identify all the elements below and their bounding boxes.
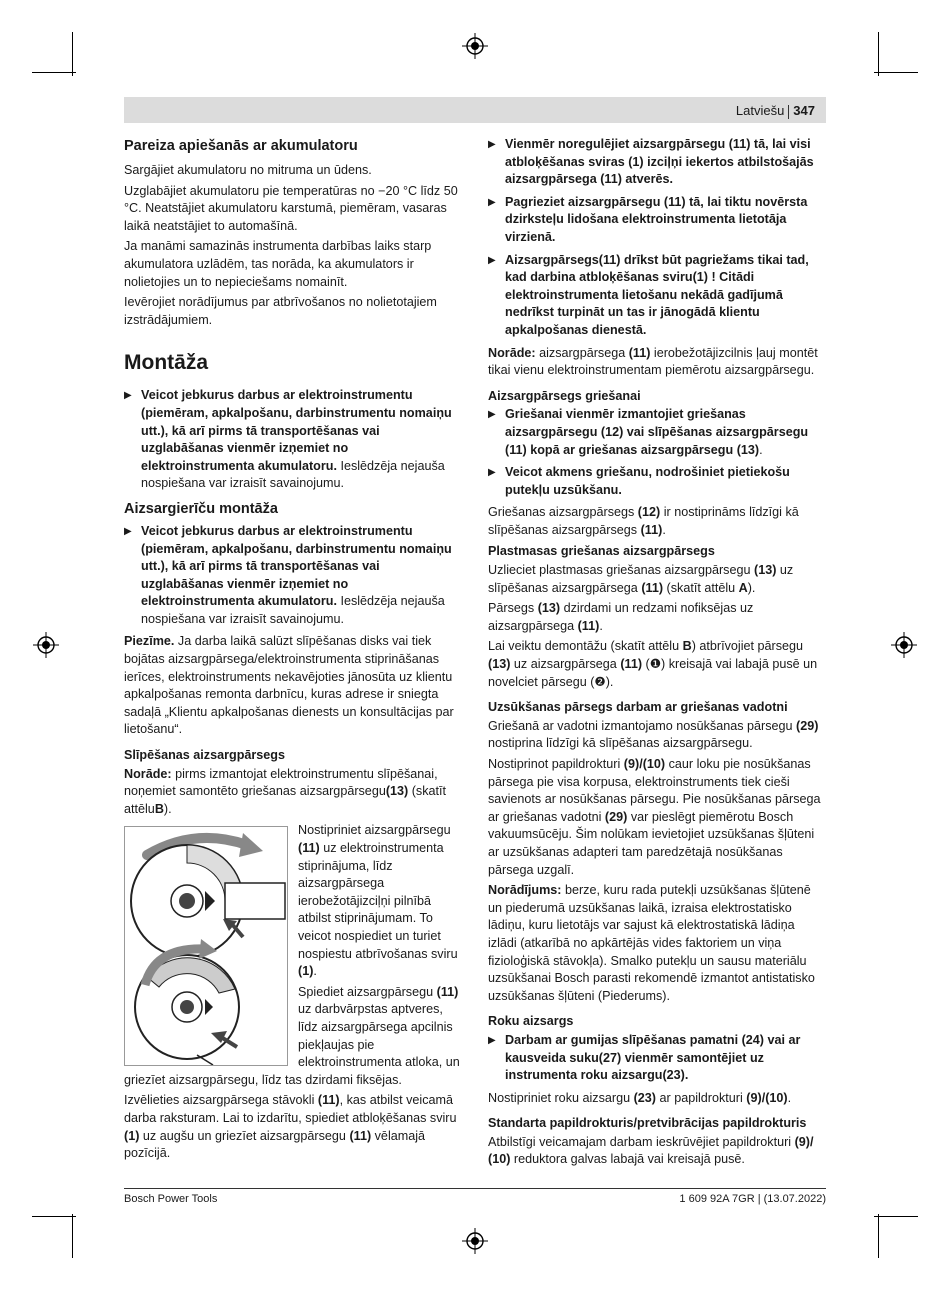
- bullet-bold-text: Vienmēr noregulējiet aizsargpārsegu (11) tā, lai visi atbloķēšanas sviras (1) izciļņi iekertos atbilstošajās aizsargpārsega (11) atverēs.: [505, 137, 814, 187]
- paragraph: Ievērojiet norādījumus par atbrīvošanos no nolietotajiem izstrādājumiem.: [124, 295, 437, 327]
- note-paragraph: [488, 882, 826, 1005]
- text: Nostipriniet aizsargpārsegu: [298, 823, 451, 838]
- bullet-arrow-icon: ▶: [488, 409, 496, 421]
- bullet-arrow-icon: ▶: [124, 525, 132, 537]
- note-paragraph: [488, 345, 826, 380]
- ref-number: (11): [577, 618, 600, 633]
- ref-number: (11): [317, 1093, 340, 1108]
- figure-block: [124, 822, 464, 1092]
- subsection-title: Uzsūkšanas pārsegs darbam ar griešanas vadotni: [488, 700, 788, 715]
- text: uz slīpēšanas aizsargpārsega: [488, 563, 794, 595]
- section-title: Aizsargierīču montāža: [124, 500, 278, 517]
- text: (skatīt attēlu: [663, 580, 739, 595]
- text: Nostiprinot papildrokturi: [488, 757, 624, 771]
- text: .: [759, 442, 763, 457]
- registration-mark-icon: [891, 632, 917, 658]
- text: uz darbvārpstas aptveres, līdz aizsargpārsega apcilnis piekļaujas pie elektroinstrumenta atloka, un griezīet aizsargpārsegu, līdz tas dzirdami fiksējas.: [124, 1002, 460, 1087]
- note-label: Norādījums:: [488, 883, 562, 898]
- text: Griešanas aizsargpārsegs: [488, 505, 638, 520]
- ref-number: (9)/(10): [746, 1090, 788, 1105]
- bullet-bold-text: Veicot jebkurus darbus ar elektroinstrumentu (piemēram, apkalpošanu, darbinstrumentu nomaiņu utt.), kā arī pirms tā transportēšanas vai uzglabāšanas vienmēr izņemiet no elektroinstrumenta akumulatoru.: [141, 523, 452, 609]
- bullet-bold-text: Aizsargpārsegs(11) drīkst būt pagriežams tikai tad, kad darbina atbloķēšanas sviru(1) ! Citādi elektroinstrumenta lietošanu nekādā gadījumā nedrīkst turpināt un tas ir jānogādā klientu apkalpošanas dienestā.: [505, 252, 809, 337]
- ref-number: A: [738, 580, 748, 595]
- text: ) kreisajā vai labajā pusē un novelciet pārsegu (: [488, 657, 818, 689]
- text: , kas atbilst veicamā darba raksturam. Lai to izdarītu, spiediet atbloķēšanas sviru: [124, 1093, 457, 1125]
- bullet-arrow-icon: ▶: [488, 254, 496, 266]
- text: berze, kuru rada putekļi uzsūkšanas šļūtenē un piederumā uzsūkšanas laikā, izraisa elektrostatisko lādiņu, kuru lietotājs var sajust kā elektrostatiskā lādiņa izlādi (atkarībā no apkārtējās vides faktoriem un viņa fizioloģiskā stāvokļa). Smalko putekļu un sausu materiālu uzsūkšanai Bosch parasti rekomendē izmantot antistatisko uzsūkšanas šļūteni (Piederums).: [488, 883, 815, 1003]
- bullet-item: [488, 136, 826, 189]
- bullet-item: [488, 1032, 826, 1085]
- paragraph: [488, 638, 826, 691]
- header-language: Latviešu: [735, 103, 785, 118]
- paragraph: [488, 1090, 826, 1108]
- text: Spiediet aizsargpārsegu: [298, 984, 437, 999]
- guard-mounting-illustration: [124, 826, 288, 1066]
- text: (: [642, 657, 650, 672]
- ref-number: (11): [620, 657, 643, 672]
- paragraph: [488, 756, 826, 879]
- crop-mark: [878, 32, 879, 76]
- paragraph: Sargājiet akumulatoru no mitruma un ūdens.: [124, 163, 372, 177]
- text: uz augšu un griezīet aizsargpārsegu: [139, 1128, 350, 1143]
- paragraph: [124, 766, 464, 819]
- text: .: [599, 618, 603, 633]
- text: caur loku pie nosūkšanas pārsega pie visa korpusa, elektroinstruments tiek cieši savienots ar nosūkšanas pārsegu. Pie nosūkšanas pārsega ar griešanas vadotni: [488, 757, 821, 824]
- ref-number: (13): [385, 784, 409, 799]
- footer-rule: [124, 1188, 826, 1189]
- bullet-arrow-icon: ▶: [488, 1034, 496, 1046]
- ref-number: (9)/ (10): [488, 1134, 814, 1167]
- bullet-arrow-icon: ▶: [124, 390, 132, 402]
- section-title: Pareiza apiešanās ar akumulatoru: [124, 138, 358, 154]
- ref-number: (11): [641, 580, 664, 595]
- ref-number: (11): [640, 522, 663, 537]
- text: ierobežotājizcilnis ļauj montēt tikai vienu elektroinstrumentam piemērotu aizsargpārsegu.: [488, 345, 818, 378]
- right-column: [488, 136, 826, 1172]
- text: aizsargpārsega: [535, 345, 629, 360]
- text: ).: [747, 580, 756, 595]
- paragraph: [488, 504, 826, 539]
- crop-mark: [874, 72, 918, 73]
- subsection-title: Slīpēšanas aizsargpārsegs: [124, 748, 286, 763]
- page-number: 347: [793, 103, 815, 118]
- registration-mark-icon: [462, 1228, 488, 1254]
- text: Izvēlieties aizsargpārsega stāvokli: [124, 1093, 318, 1108]
- header-bar: [124, 97, 826, 123]
- step-one-icon: ❶: [649, 657, 662, 672]
- crop-mark: [32, 72, 76, 73]
- bullet-bold-text: Darbam ar gumijas slīpēšanas pamatni (24) vai ar kausveida suku(27) vienmēr samontējiet uz instrumenta roku aizsargu(23).: [505, 1032, 801, 1083]
- header-separator: [788, 105, 789, 119]
- bullet-text: Ieslēdzēja nejauša nospiešana var izraisīt savainojumu.: [141, 594, 445, 626]
- text: reduktora galvas labajā vai kreisajā pusē.: [510, 1152, 745, 1167]
- text: Uzlieciet plastmasas griešanas aizsargpārsegu: [488, 563, 754, 578]
- bullet-text: Ieslēdzēja nejauša nospiešana var izraisīt savainojumu.: [141, 458, 445, 491]
- text: var pieslēgt piemērotu Bosch vakuumsūcēju. Šim nolūkam ievietojiet uzsūkšanas šļūteni ar uzsūkšanas adapteri tam paredzētajā nosūkšanas pārsega uzgalī.: [488, 809, 815, 877]
- note-label: Norāde:: [124, 766, 172, 781]
- subsection-title: Roku aizsargs: [488, 1014, 574, 1029]
- text: .: [313, 964, 317, 979]
- crop-mark: [32, 1216, 76, 1217]
- text: Lai veiktu demontāžu (skatīt attēlu: [488, 639, 683, 654]
- subsection-title: Standarta papildrokturis/pretvibrācijas papildrokturis: [488, 1116, 807, 1131]
- bullet-item: [488, 252, 826, 340]
- bullet-item: [124, 387, 464, 493]
- bullet-arrow-icon: ▶: [488, 139, 496, 150]
- ref-number: (13): [537, 601, 561, 616]
- ref-number: (29): [796, 718, 819, 733]
- note-label: Norāde:: [488, 345, 536, 360]
- text: pirms izmantojat elektroinstrumentu slīpēšanai, noņemiet samontēto griešanas aizsargpārsegu: [124, 766, 438, 799]
- registration-mark-icon: [462, 33, 488, 59]
- crop-mark: [72, 32, 73, 76]
- bullet-item: [488, 406, 826, 459]
- ref-number: (9)/(10): [623, 757, 666, 771]
- bullet-bold-text: Veicot akmens griešanu, nodrošiniet pietiekošu putekļu uzsūkšanu.: [505, 465, 790, 497]
- text: ar papildrokturi: [656, 1090, 747, 1105]
- ref-number: (11): [436, 984, 459, 999]
- text: vēlamajā pozīcijā.: [124, 1128, 426, 1161]
- text: ) atbrīvojiet pārsegu: [691, 639, 804, 654]
- ref-number: B: [154, 801, 164, 816]
- note-label: Piezīme.: [124, 634, 175, 649]
- text: dzirdami un redzami nofiksējas uz aizsargpārsega: [488, 601, 754, 633]
- text: uz aizsargpārsega: [510, 657, 621, 672]
- bullet-arrow-icon: ▶: [488, 467, 496, 479]
- paragraph: [488, 562, 826, 597]
- registration-mark-icon: [33, 632, 59, 658]
- text: ).: [605, 674, 614, 689]
- ref-number: B: [682, 639, 692, 654]
- page-header: [736, 103, 815, 119]
- ref-number: (11): [349, 1128, 372, 1143]
- text: Nostipriniet roku aizsargu: [488, 1090, 634, 1105]
- ref-number: (1): [124, 1128, 140, 1143]
- crop-mark: [874, 1216, 918, 1217]
- text: Griešanā ar vadotni izmantojamo nosūkšanas pārsegu: [488, 718, 797, 733]
- ref-number: (13): [754, 563, 777, 578]
- text: ).: [163, 801, 172, 816]
- text: ir nostiprināms līdzīgi kā slīpēšanas aizsargpārsegs: [488, 505, 799, 537]
- crop-mark: [878, 1214, 879, 1258]
- bullet-bold-text: Griešanai vienmēr izmantojiet griešanas aizsargpārsegu (12) vai slīpēšanas aizsargpārsegu (11) kopā ar griešanas aizsargpārsegu (13): [505, 407, 809, 457]
- footer-doc-code: 1 609 92A 7GR | (13.07.2022): [679, 1193, 826, 1205]
- ref-number: (1): [298, 964, 314, 979]
- ref-number: (12): [637, 505, 661, 520]
- ref-number: (11): [298, 841, 320, 855]
- left-column: [124, 136, 464, 1166]
- bullet-item: [488, 464, 826, 499]
- crop-mark: [72, 1214, 73, 1258]
- paragraph: Ja manāmi samazinās instrumenta darbības laiks starp akumulatora uzlādēm, tas norāda, ka akumulators ir nolietojies un to nepieciešams nomainīt.: [124, 239, 432, 289]
- bullet-arrow-icon: ▶: [488, 196, 496, 208]
- ref-number: (23): [633, 1090, 656, 1105]
- ref-number: (11): [628, 345, 651, 360]
- paragraph: [124, 1092, 464, 1162]
- step-two-icon: ❷: [594, 674, 606, 689]
- ref-number: (13): [488, 657, 511, 672]
- paragraph: Uzglabājiet akumulatoru pie temperatūras no −20 °C līdz 50 °C. Neatstājiet akumulatoru karstumā, piemēram, vasaras laikā neatstājiet to automašīnā.: [124, 183, 458, 233]
- bullet-bold-text: Pagrieziet aizsargpārsegu (11) tā, lai tiktu novērsta dzirksteļu lidošana elektroinstrumenta lietotāja virzienā.: [505, 194, 808, 244]
- text: nostiprina līdzīgi kā slīpēšanas aizsargpārsegu.: [488, 736, 753, 751]
- bullet-item: [488, 194, 826, 247]
- note-text: Ja darba laikā salūzt slīpēšanas disks vai tiek bojātas aizsargpārsega/elektroinstrumenta stiprināšanas ierīces, elektroinstruments nekavējoties jānosūta uz klientu apkalpošanas remonta darbnīcu, kuras adrese ir sniegta sadaļā „Klientu apkalpošanas dienests un konsultācijas par lietošanu“.: [124, 634, 454, 737]
- text: uz elektroinstrumenta stiprinājuma, līdz aizsargpārsega ierobežotājizciļņi pilnībā atbilst stiprinājumam. To veicot nospiediet un turiet nospiestu atbrīvošanas sviru: [298, 841, 458, 961]
- note-paragraph: [124, 633, 464, 739]
- text: (skatīt attēlu: [124, 784, 447, 816]
- text: .: [662, 522, 666, 537]
- bullet-bold-text: Veicot jebkurus darbus ar elektroinstrumentu (piemēram, apkalpošanu, darbinstrumentu nomaiņu utt.), kā arī pirms tā transportēšanas vai uzglabāšanas vienmēr izņemiet no elektroinstrumenta akumulatoru.: [141, 388, 452, 473]
- paragraph: [488, 718, 826, 753]
- text: Pārsegs: [488, 601, 538, 616]
- bullet-item: [124, 523, 464, 629]
- paragraph: [488, 600, 826, 635]
- paragraph: [488, 1134, 826, 1169]
- chapter-title: Montāža: [124, 351, 208, 375]
- text: Atbilstīgi veicamajam darbam ieskrūvējiet papildrokturi: [488, 1134, 795, 1149]
- text: .: [787, 1090, 792, 1105]
- footer-publisher: Bosch Power Tools: [124, 1193, 218, 1205]
- subsection-title: Plastmasas griešanas aizsargpārsegs: [488, 544, 715, 559]
- subsection-title: Aizsargpārsegs griešanai: [488, 388, 641, 403]
- ref-number: (29): [604, 809, 628, 824]
